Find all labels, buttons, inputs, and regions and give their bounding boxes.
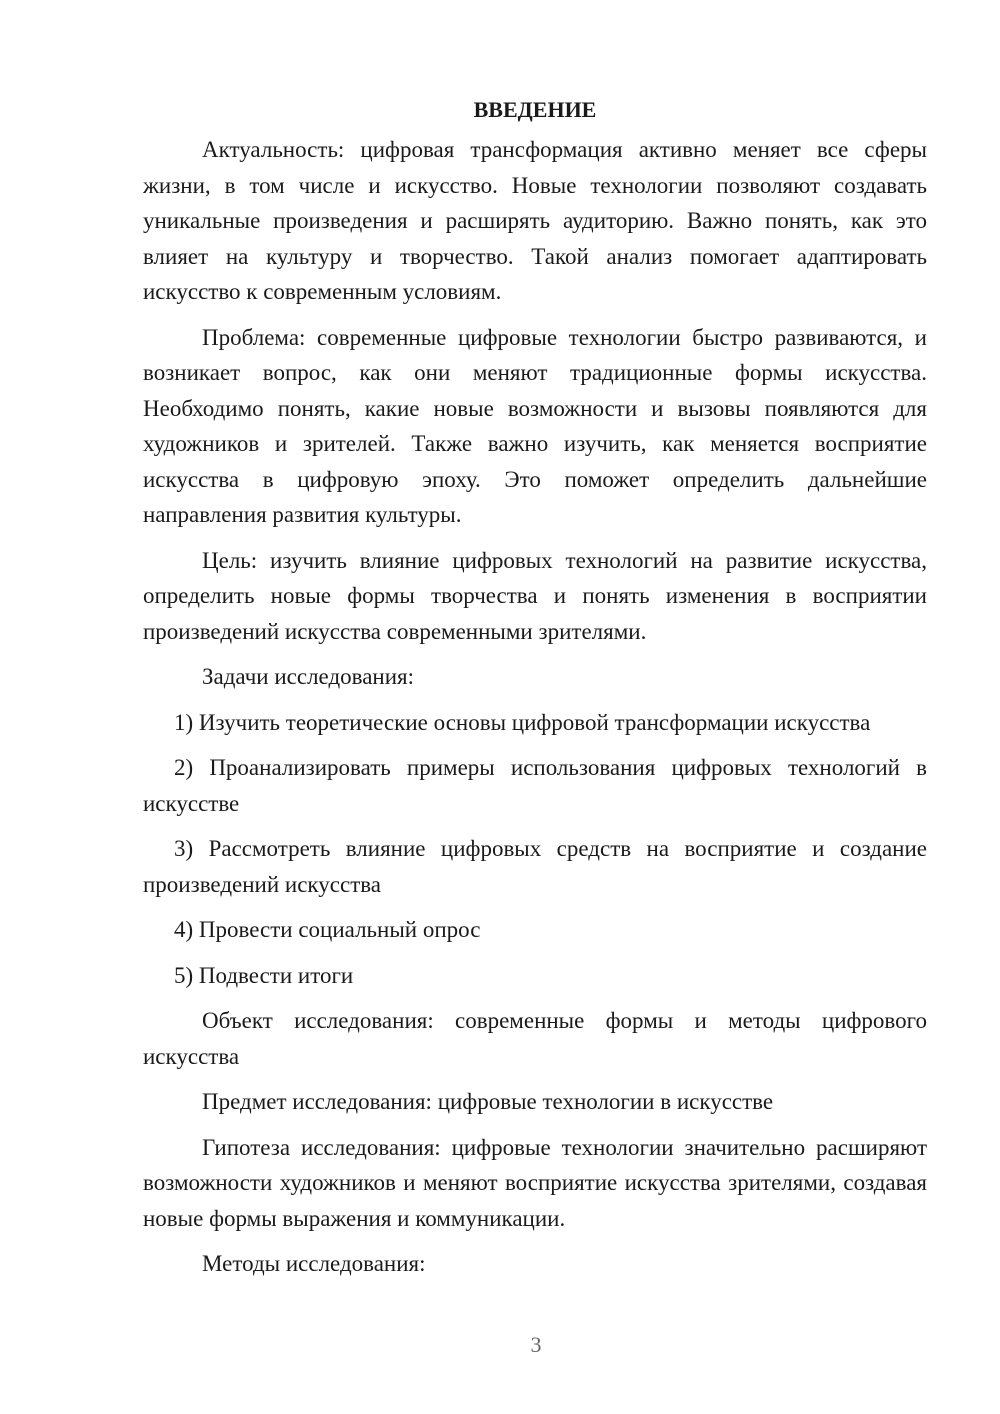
page-title: ВВЕДЕНИЕ <box>473 97 597 122</box>
paragraph-object: Объект исследования: современные формы и методы цифрового искусства <box>143 1008 927 1069</box>
paragraph-relevance: Актуальность: цифровая трансформация активно меняет все сферы жизни, в том числе и искусство. Новые технологии позволяют создавать уникальные произведения и расширять аудиторию. Важно понять, как это влияет на культуру и творчество. Такой анализ помогает адаптировать искусство к современным условиям. <box>143 137 927 304</box>
task-item-1: 1) Изучить теоретические основы цифровой трансформации искусства <box>174 709 871 735</box>
page-number: 3 <box>530 1332 542 1357</box>
task-item-3: 3) Рассмотреть влияние цифровых средств на восприятие и создание произведений искусства <box>143 836 927 897</box>
task-item-5: 5) Подвести итоги <box>174 962 354 988</box>
paragraph-goal: Цель: изучить влияние цифровых технологий на развитие искусства, определить новые формы творчества и понять изменения в восприятии произведений искусства современными зрителями. <box>143 547 927 644</box>
methods-heading: Методы исследования: <box>202 1251 426 1276</box>
document-body <box>143 95 927 1292</box>
tasks-heading: Задачи исследования: <box>202 664 415 689</box>
paragraph-subject: Предмет исследования: цифровые технологии в искусстве <box>202 1089 774 1114</box>
task-item-4: 4) Провести социальный опрос <box>174 917 481 942</box>
task-item-2: 2) Проанализировать примеры использования цифровых технологий в искусстве <box>143 755 927 816</box>
paragraph-problem: Проблема: современные цифровые технологии быстро развиваются, и возникает вопрос, как они меняют традиционные формы искусства. Необходимо понять, какие новые возможности и вызовы появляются для художников и зрителей. Также важно изучить, как меняется восприятие искусства в цифровую эпоху. Это поможет определить дальнейшие направления развития культуры. <box>143 324 927 527</box>
paragraph-hypothesis: Гипотеза исследования: цифровые технологии значительно расширяют возможности художников и меняют восприятие искусства зрителями, создавая новые формы выражения и коммуникации. <box>143 1134 927 1231</box>
